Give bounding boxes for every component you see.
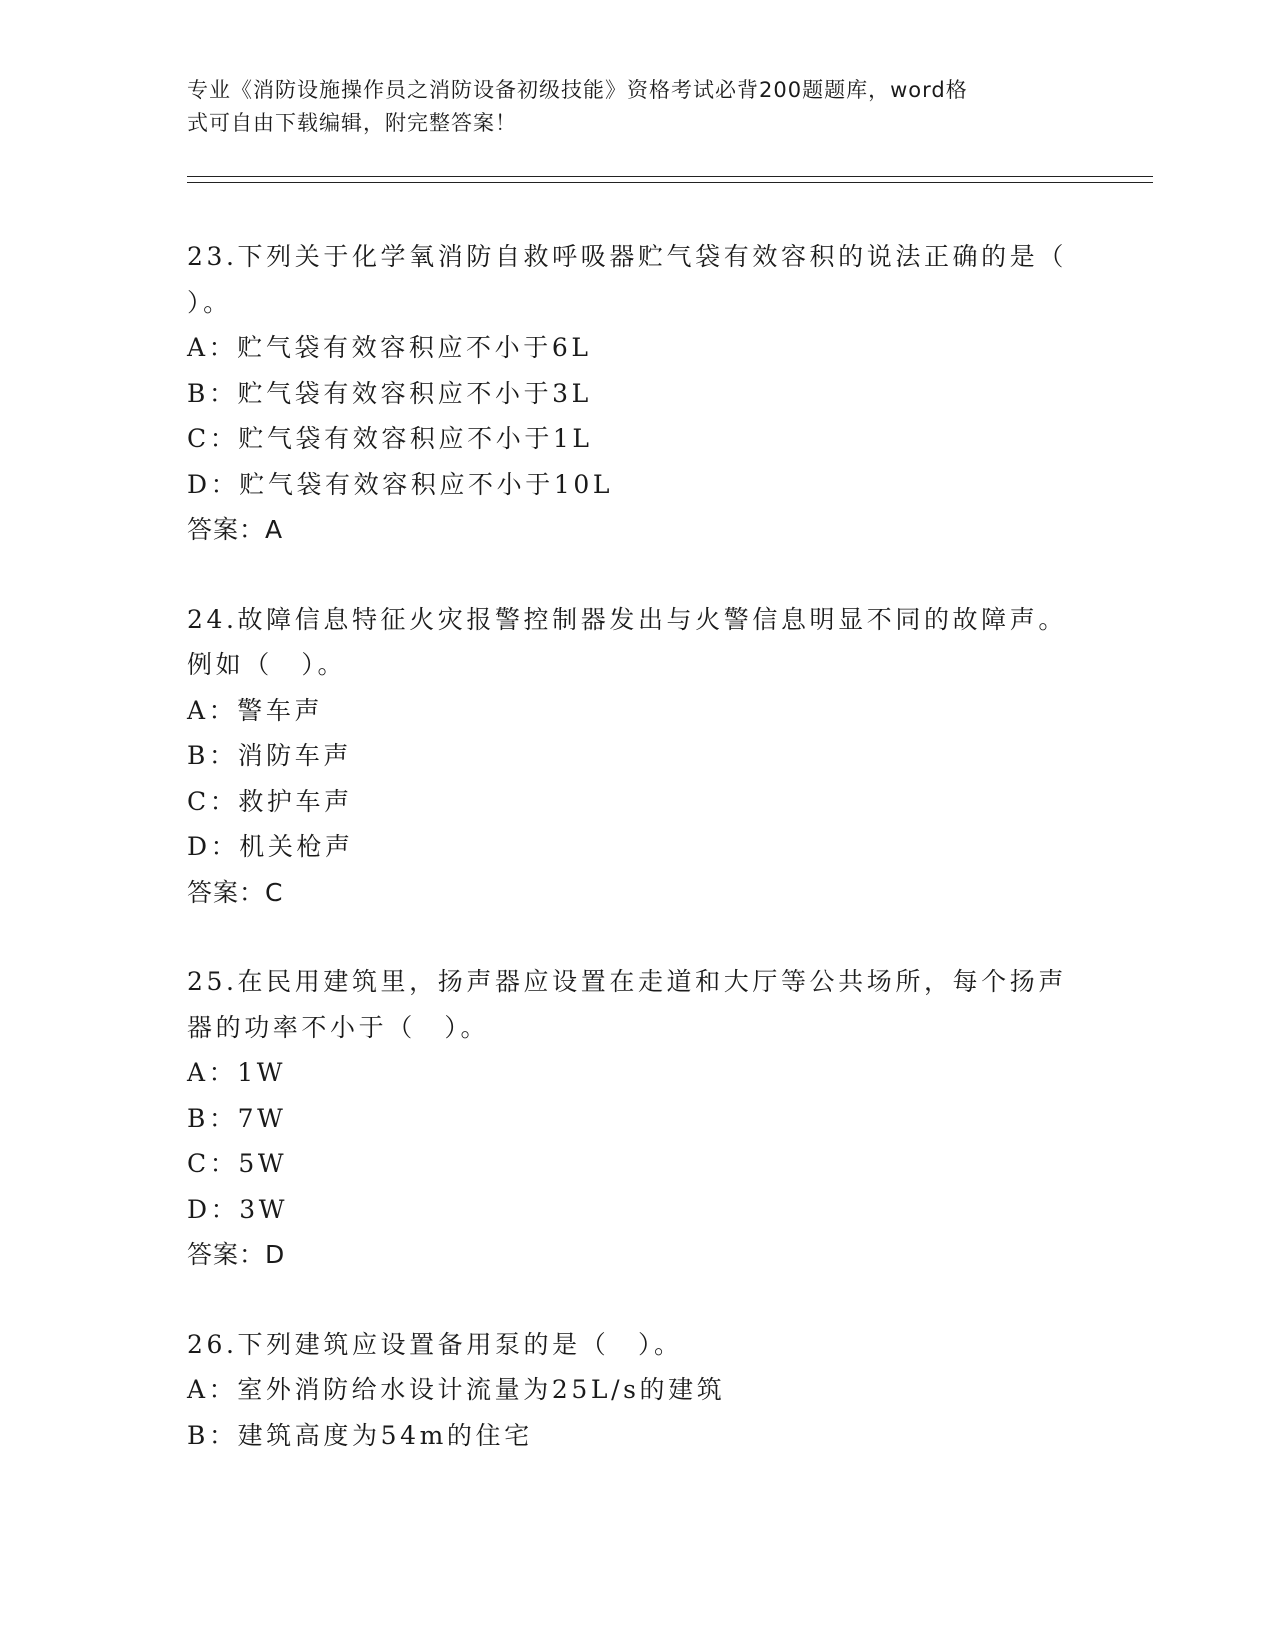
answer-label: 答案：C xyxy=(187,877,284,907)
option-b: B：消防车声 xyxy=(187,741,352,770)
header-divider-top xyxy=(187,176,1153,177)
header-line-2: 式可自由下载编辑，附完整答案！ xyxy=(187,111,517,135)
document-header xyxy=(187,74,1067,140)
header-divider-bottom xyxy=(187,182,1153,183)
question-list xyxy=(187,234,1067,1502)
question-title-line: 24.故障信息特征火灾报警控制器发出与火警信息明显不同的故障声。 xyxy=(187,604,1067,634)
question-title-line: 25.在民用建筑里，扬声器应设置在走道和大厅等公共场所，每个扬声 xyxy=(187,967,1067,996)
question-title-line: 例如（ ）。 xyxy=(187,650,347,679)
option-d: D：机关枪声 xyxy=(187,832,354,861)
question-25 xyxy=(187,959,1067,1278)
header-line-1: 专业《消防设施操作员之消防设备初级技能》资格考试必背200题题库，word格 xyxy=(187,78,968,102)
option-a: A：贮气袋有效容积应不小于6L xyxy=(187,333,592,362)
question-title-line: 26.下列建筑应设置备用泵的是（ ）。 xyxy=(187,1329,683,1359)
question-23 xyxy=(187,234,1067,553)
option-b: B：贮气袋有效容积应不小于3L xyxy=(187,378,592,408)
question-24 xyxy=(187,597,1067,916)
option-a: A：室外消防给水设计流量为25L/s的建筑 xyxy=(187,1375,726,1404)
option-b: B：7W xyxy=(187,1103,287,1133)
question-26 xyxy=(187,1322,1067,1459)
question-title-line: 器的功率不小于（ ）。 xyxy=(187,1012,490,1042)
option-c: C：5W xyxy=(187,1149,288,1178)
option-d: D：3W xyxy=(187,1194,289,1224)
question-title-line: 23.下列关于化学氧消防自救呼吸器贮气袋有效容积的说法正确的是（ xyxy=(187,242,1067,271)
answer-label: 答案：D xyxy=(187,1240,286,1269)
question-title-line: ）。 xyxy=(187,287,232,317)
option-c: C：救护车声 xyxy=(187,786,353,816)
option-b: B：建筑高度为54m的住宅 xyxy=(187,1420,533,1450)
option-c: C：贮气袋有效容积应不小于1L xyxy=(187,424,593,453)
answer-label: 答案：A xyxy=(187,515,284,544)
option-a: A：警车声 xyxy=(187,695,324,725)
option-d: D：贮气袋有效容积应不小于10L xyxy=(187,469,614,499)
option-a: A：1W xyxy=(187,1058,287,1087)
